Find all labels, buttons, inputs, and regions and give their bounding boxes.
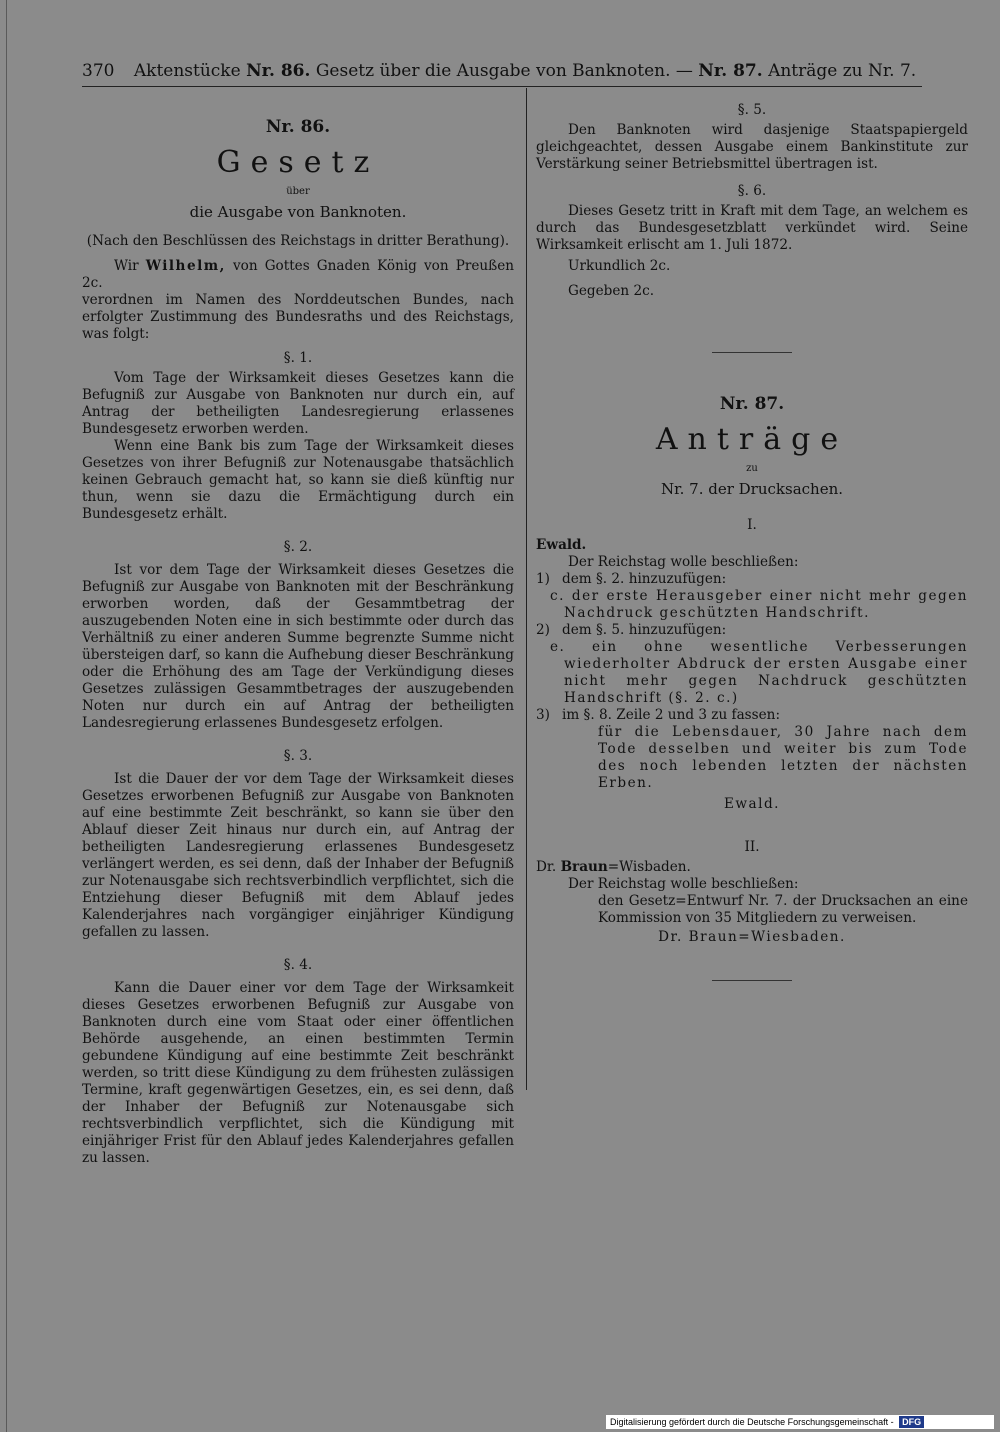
part-1-roman: I. [747, 517, 757, 533]
column-divider [526, 88, 527, 1090]
doc87-number: Nr. 87. [719, 394, 785, 414]
item-3-text: im §. 8. Zeile 2 und 3 zu fassen: [562, 707, 781, 723]
header-text-86: Gesetz über die Ausgabe von Banknoten. — [315, 61, 693, 81]
doc86-ueber: über [286, 186, 310, 197]
amendment-item-2 [536, 622, 968, 639]
preamble-wir: Wir [114, 258, 139, 274]
right-column [536, 102, 968, 981]
part-1-name: Ewald. [536, 537, 587, 553]
item-1-number: 1) [536, 571, 550, 587]
doc86-title: Gesetz [216, 145, 380, 180]
section-3-heading: §. 3. [283, 748, 313, 764]
gegeben: Gegeben 2c. [568, 283, 655, 299]
page-number: 370 [82, 61, 115, 81]
amendment-item-3 [536, 707, 968, 724]
section-4-heading: §. 4. [283, 957, 313, 973]
doc87-subtitle: Nr. 7. der Drucksachen. [660, 480, 844, 498]
doc86-number: Nr. 86. [265, 117, 331, 137]
item-2-number: 2) [536, 622, 550, 638]
part-2-name-prefix: Dr. [536, 859, 557, 875]
section-6-paragraph: Dieses Gesetz tritt in Kraft mit dem Tage, an welchem es durch das Bundesgesetzblatt verkündet wird. Seine Wirksamkeit erlischt am 1. Juli 1872. [536, 203, 968, 253]
item-2-text: dem §. 5. hinzuzufügen: [562, 622, 727, 638]
part-2-signature: Dr. Braun=Wiesbaden. [658, 929, 846, 945]
part-2-name [536, 859, 968, 876]
amendment-item-1 [536, 571, 968, 588]
doc87-title: Anträge [655, 422, 849, 457]
section-2-paragraph: Ist vor dem Tage der Wirksamkeit dieses Gesetzes die Befugniß zur Ausgabe von Banknoten mit der Beschränkung erworben worden, daß der Gesammtbetrag der auszugebenden Noten eine in sich bestimmte oder durch das Verhältniß zu einer anderen Summe begrenzte Summe nicht übersteigen darf, so kann die Aufhebung dieser Beschränkung oder die Erhöhung des am Tage der Verkündigung dieses Gesetzes zulässigen Gesammtbetrages der auszugebenden Noten nur durch ein auf Antrag der betheiligten Landesregierung erlassenes Bundesgesetz erfolgen. [82, 562, 514, 731]
item-1-sub: c. der erste Herausgeber einer nicht mehr gegen Nachdruck geschützten Handschrift. [550, 588, 968, 621]
dfg-logo: DFG [899, 1416, 924, 1428]
preamble-continuation: verordnen im Namen des Norddeutschen Bundes, nach erfolgter Zustimmung des Bundesraths und des Reichstags, was folgt: [82, 292, 514, 342]
part-2-intro: Der Reichstag wolle beschließen: [568, 876, 799, 892]
doc86-note: (Nach den Beschlüssen des Reichstags in dritter Berathung). [86, 233, 510, 249]
section-2-heading: §. 2. [283, 539, 313, 555]
header-nr-86: Nr. 86. [246, 61, 311, 81]
part-1-intro: Der Reichstag wolle beschließen: [568, 554, 799, 570]
footer-text: Digitalisierung gefördert durch die Deutsche Forschungsgemeinschaft - [610, 1417, 894, 1427]
doc87-zu: zu [746, 463, 758, 474]
preamble [82, 258, 514, 292]
item-2-sub: e. ein ohne wesentliche Verbesserungen wiederholter Abdruck der ersten Ausgabe einer nicht mehr gegen Nachdruck geschützten Handschrift (§. 2. c.) [550, 639, 968, 706]
section-4-paragraph: Kann die Dauer einer vor dem Tage der Wirksamkeit dieses Gesetzes erworbenen Befugniß zur Ausgabe von Banknoten durch eine vom Staat oder einer öffentlichen Behörde ausgehende, an einen bestimmten Termin gebundene Kündigung auf eine bestimmte Zeit beschränkt werden, so tritt diese Kündigung zu dem frühesten zulässigen Termine, kraft gegenwärtigen Gesetzes, ein, es sei denn, daß der Inhaber der Befugniß zur Notenausgabe sich rechtsverbindlich verpflichtet, sich die Kündigung mit einjähriger Frist für den Ablauf jedes Kalenderjahres gefallen zu lassen. [82, 980, 514, 1166]
section-1-paragraph-2: Wenn eine Bank bis zum Tage der Wirksamkeit dieses Gesetzes von ihrer Befugniß zur Notenausgabe thatsächlich keinen Gebrauch gemacht hat, so kann sie dieß künftig nur thun, wenn sie dazu die Ermächtigung durch ein Bundesgesetz erhält. [82, 438, 514, 522]
part-1-signature: Ewald. [723, 796, 781, 812]
header-nr-87: Nr. 87. [698, 61, 763, 81]
preamble-name: Wilhelm, [145, 258, 226, 274]
header-prefix: Aktenstücke [133, 61, 241, 81]
section-1-paragraph-1: Vom Tage der Wirksamkeit dieses Gesetzes kann die Befugniß zur Ausgabe von Banknoten nur durch ein, auf Antrag der betheiligten Landesregierung erlassenes Bundesgesetz erworben werden. [82, 370, 514, 437]
section-5-heading: §. 5. [737, 102, 767, 118]
header-text-87: Anträge zu Nr. 7. [768, 61, 917, 81]
item-3-sub: für die Lebensdauer, 30 Jahre nach dem Tode desselben und weiter bis zum Tode des noch lebenden letzten der nächsten Erben. [598, 724, 968, 791]
scan-edge-line [6, 0, 7, 1432]
urkundlich: Urkundlich 2c. [568, 258, 671, 274]
digitization-footer [606, 1415, 994, 1429]
section-5-paragraph: Den Banknoten wird dasjenige Staatspapiergeld gleichgeachtet, dessen Ausgabe einem Bankinstitute zur Verstärkung seiner Betriebsmittel übertragen ist. [536, 122, 968, 172]
doc86-subtitle: die Ausgabe von Banknoten. [189, 203, 407, 221]
item-3-number: 3) [536, 707, 550, 723]
section-3-paragraph: Ist die Dauer der vor dem Tage der Wirksamkeit dieses Gesetzes erworbenen Befugniß zur Ausgabe von Banknoten auf eine bestimmte Zeit beschränkt, so kann sie über den Ablauf dieser Zeit hinaus nur durch ein, auf Antrag der betheiligten Landesregierung erlassenes Bundesgesetz verlängert werden, es sei denn, daß der Inhaber der Befugniß zur Notenausgabe sich rechtsverbindlich verpflichtet, sich die Entziehung dieser Befugniß mit dem Ablauf jedes Kalenderjahres nach vorgängiger einjähriger Kündigung gefallen zu lassen. [82, 771, 514, 940]
part-2-roman: II. [744, 839, 760, 855]
part-2-name-rest: =Wisbaden. [607, 859, 691, 875]
item-1-text: dem §. 2. hinzuzufügen: [562, 571, 727, 587]
part-2-text: den Gesetz=Entwurf Nr. 7. der Drucksachen an eine Kommission von 35 Mitgliedern zu verweisen. [598, 893, 968, 926]
header-rule [82, 86, 922, 87]
left-column [82, 116, 514, 1167]
end-rule [712, 980, 792, 981]
running-header [82, 60, 922, 84]
section-6-heading: §. 6. [737, 183, 767, 199]
section-1-heading: §. 1. [283, 350, 313, 366]
part-2-name-bold: Braun [560, 859, 608, 875]
preamble-rest: von Gottes Gnaden König von Preußen 2c. [82, 258, 515, 291]
